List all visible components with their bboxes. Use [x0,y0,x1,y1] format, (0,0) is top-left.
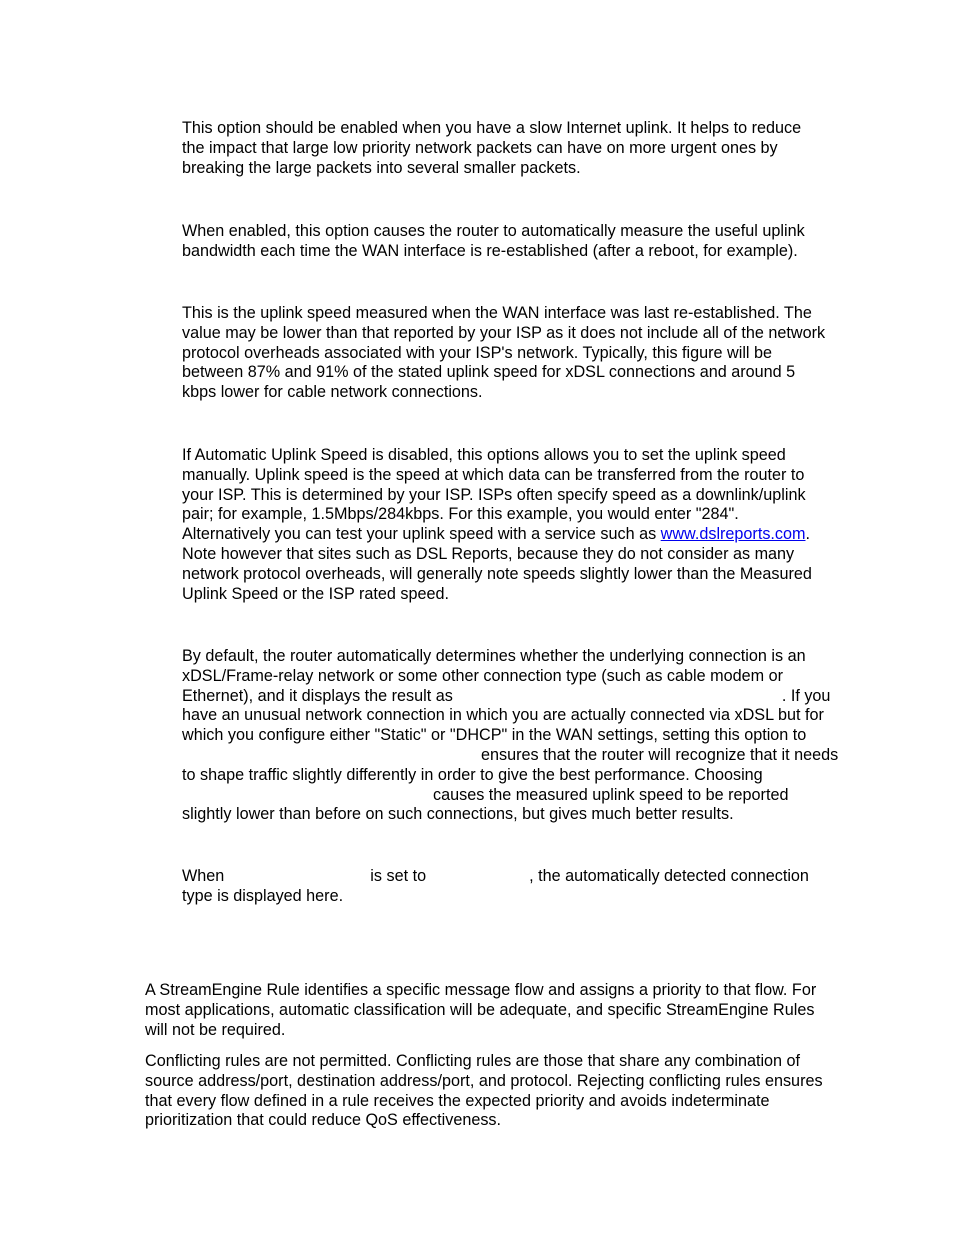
text-line: most applications, automatic classification will be adequate, and specific StreamEngine Rules [145,1000,815,1019]
text-line: A StreamEngine Rule identifies a specific message flow and assigns a priority to that flow. For [145,981,817,999]
text-line: pair; for example, 1.5Mbps/284kbps. For this example, you would enter "284". [182,505,739,524]
link-suffix: . [805,525,810,544]
text-line: that every flow defined in a rule receives the expected priority and avoids indeterminate [145,1091,770,1110]
streamengine-rule-description [145,981,816,1040]
text-fragment: ensures that the router will recognize that it needs [481,745,839,764]
text-line: slightly lower than before on such connections, but gives much better results. [182,805,734,824]
text-line: Conflicting rules are not permitted. Conflicting rules are those that share any combination of [145,1052,801,1070]
conflicting-rules-description [145,1052,823,1131]
text-line-with-gaps [182,867,809,887]
text-line: By default, the router automatically determines whether the underlying connection is an [182,647,806,665]
text-fragment: is set to [370,867,427,885]
text-line: to shape traffic slightly differently in order to give the best performance. Choosing [182,765,763,784]
text-line: which you configure either "Static" or "DHCP" in the WAN settings, setting this option to [182,726,807,745]
text-line-with-gap [182,746,838,766]
text-line: type is displayed here. [182,886,344,905]
dslreports-link[interactable]: www.dslreports.com [660,525,806,544]
text-line: manually. Uplink speed is the speed at which data can be transferred from the router to [182,465,805,484]
text-line-with-gap [182,687,838,707]
text-fragment: Ethernet), and it displays the result as [182,686,453,705]
text-line: When enabled, this option causes the router to automatically measure the useful uplink [182,222,805,240]
text-line: kbps lower for cable network connections. [182,383,483,402]
text-fragment: causes the measured uplink speed to be reported [433,785,789,804]
text-fragment: When [182,867,225,885]
text-line-with-link [182,525,812,545]
text-line: Uplink Speed or the ISP rated speed. [182,584,449,603]
text-line: source address/port, destination address/port, and protocol. Rejecting conflicting rules ensures [145,1071,823,1090]
text-line: prioritization that could reduce QoS effectiveness. [145,1111,502,1130]
text-line: the impact that large low priority network packets can have on more urgent ones by [182,138,778,157]
auto-uplink-description [182,222,805,262]
connection-type-description [182,647,838,825]
text-line: will not be required. [145,1020,286,1039]
text-line: This is the uplink speed measured when the WAN interface was last re-established. The [182,304,812,322]
text-line: This option should be enabled when you have a slow Internet uplink. It helps to reduce [182,119,802,137]
text-line: xDSL/Frame-relay network or some other connection type (such as cable modem or [182,666,783,685]
detected-type-description [182,867,809,907]
link-prefix: Alternatively you can test your uplink speed with a service such as [182,525,661,544]
text-line: have an unusual network connection in which you are actually connected via xDSL but for [182,706,824,725]
manual-uplink-description [182,446,812,604]
text-line: protocol overheads associated with your ISP's network. Typically, this figure will be [182,343,773,362]
measured-uplink-description [182,304,825,403]
text-line: your ISP. This is determined by your ISP. ISPs often specify speed as a downlink/uplink [182,485,806,504]
text-line: breaking the large packets into several smaller packets. [182,158,581,177]
text-fragment: , the automatically detected connection [529,867,809,885]
text-fragment: . If you [781,686,831,705]
text-line: between 87% and 91% of the stated uplink speed for xDSL connections and around 5 [182,363,796,382]
fragmentation-description [182,119,801,178]
text-line-with-gap [182,786,838,806]
text-line: If Automatic Uplink Speed is disabled, this options allows you to set the uplink speed [182,446,786,464]
text-line: Note however that sites such as DSL Reports, because they do not consider as many [182,544,795,563]
text-line: value may be lower than that reported by your ISP as it does not include all of the network [182,323,826,342]
text-line: bandwidth each time the WAN interface is re-established (after a reboot, for example). [182,241,798,260]
text-line: network protocol overheads, will generally note speeds slightly lower than the Measured [182,564,812,583]
